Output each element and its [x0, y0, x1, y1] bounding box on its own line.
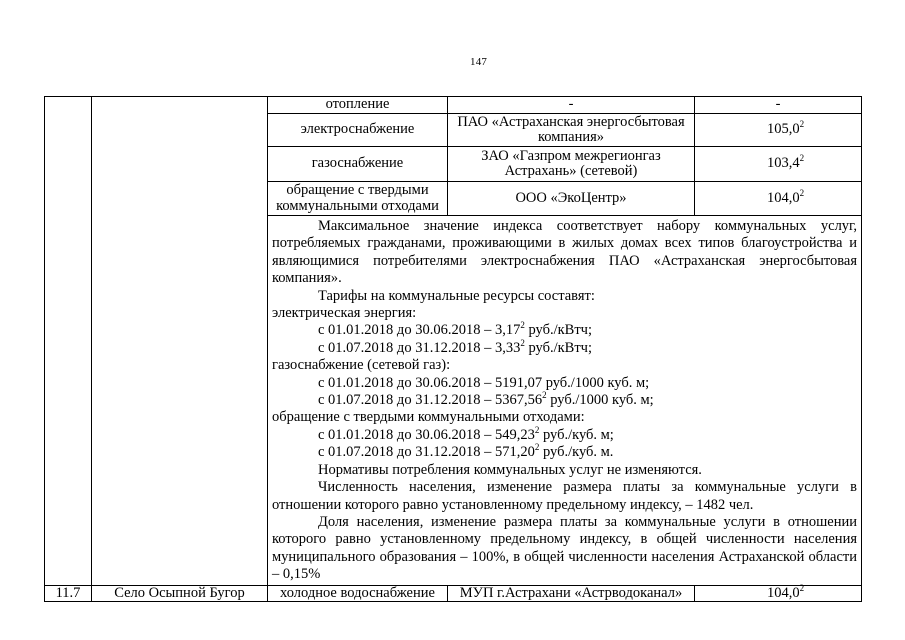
tariff-table — [44, 96, 862, 602]
provider-cell: - — [448, 97, 695, 114]
provider-cell: МУП г.Астрахани «Астрводоканал» — [448, 585, 695, 602]
index-value-cell — [695, 182, 862, 216]
tariff-line: с 01.07.2018 до 31.12.2018 – 571,20$^2$ руб./куб. м. — [318, 442, 614, 461]
tariff-line: с 01.01.2018 до 30.06.2018 – 3,17$^2$ руб./кВтч; — [318, 320, 592, 339]
index-value: 105,0 — [766, 121, 800, 138]
tariffs-heading: Тарифы на коммунальные ресурсы составят: — [318, 287, 595, 304]
index-value-cell: - — [695, 97, 862, 114]
tariff-line: с 01.07.2018 до 31.12.2018 – 3,33$^2$ руб./кВтч; — [318, 337, 592, 356]
index-value: 103,4 — [766, 155, 800, 172]
norms-text: Нормативы потребления коммунальных услуг не изменяются. — [318, 461, 702, 478]
row-number-cell — [45, 97, 92, 586]
table-row — [45, 97, 862, 114]
service-cell: электроснабжение — [268, 114, 448, 147]
service-cell: отопление — [268, 97, 448, 114]
settlement-cell: Село Осыпной Бугор — [92, 585, 268, 602]
electricity-heading: электрическая энергия: — [272, 305, 417, 322]
provider-cell: ЗАО «Газпром межрегионгаз Астрахань» (сетевой) — [448, 147, 695, 182]
share-text: Доля населения, изменение размера платы за коммунальные услуги в отношении которого равно установленному предельному индексу, в общей численности населения муниципального образования – 100%, в общей численности населения Астраханской области – 0,15% — [272, 513, 857, 583]
provider-cell: ООО «ЭкоЦентр» — [448, 182, 695, 216]
footnote-mark: 2 — [799, 119, 805, 130]
tariff-line: с 01.01.2018 до 30.06.2018 – 549,23$^2$ руб./куб. м; — [318, 424, 614, 443]
population-text: Численность населения, изменение размера платы за коммунальные услуги в отношении которого равно установленному предельному индексу, – 1482 чел. — [272, 479, 857, 513]
service-cell: газоснабжение — [268, 147, 448, 182]
index-value-cell — [695, 114, 862, 147]
note-cell — [268, 216, 862, 586]
table-row — [45, 585, 862, 602]
gas-heading: газоснабжение (сетевой газ): — [272, 357, 451, 374]
note-intro: Максимальное значение индекса соответствует набору коммунальных услуг, потребляемых гражданами, проживающими в жилых домах всех типов благоустройства и являющимися потребителями электроснабжения ПАО «Астраханская энергосбытовая компания». — [272, 218, 857, 287]
index-value: 104,0 — [766, 189, 800, 206]
settlement-cell — [92, 97, 268, 586]
index-value-cell — [695, 582, 862, 602]
footnote-mark: 2 — [799, 153, 805, 164]
index-value: 104,0 — [766, 584, 800, 601]
tariff-line: с 01.07.2018 до 31.12.2018 – 5367,56$^2$ руб./1000 куб. м; — [318, 390, 654, 409]
row-number-cell: 11.7 — [45, 585, 92, 602]
footnote-mark: 2 — [799, 582, 805, 593]
footnote-mark: 2 — [799, 187, 805, 198]
index-value-cell — [695, 147, 862, 182]
waste-heading: обращение с твердыми коммунальными отходами: — [272, 409, 585, 426]
service-cell: обращение с твердыми коммунальными отходами — [268, 182, 448, 216]
provider-cell: ПАО «Астраханская энергосбытовая компания» — [448, 114, 695, 147]
service-cell: холодное водоснабжение — [268, 585, 448, 602]
page-number: 147 — [470, 56, 488, 68]
tariff-line: с 01.01.2018 до 30.06.2018 – 5191,07 руб./1000 куб. м; — [318, 374, 650, 391]
